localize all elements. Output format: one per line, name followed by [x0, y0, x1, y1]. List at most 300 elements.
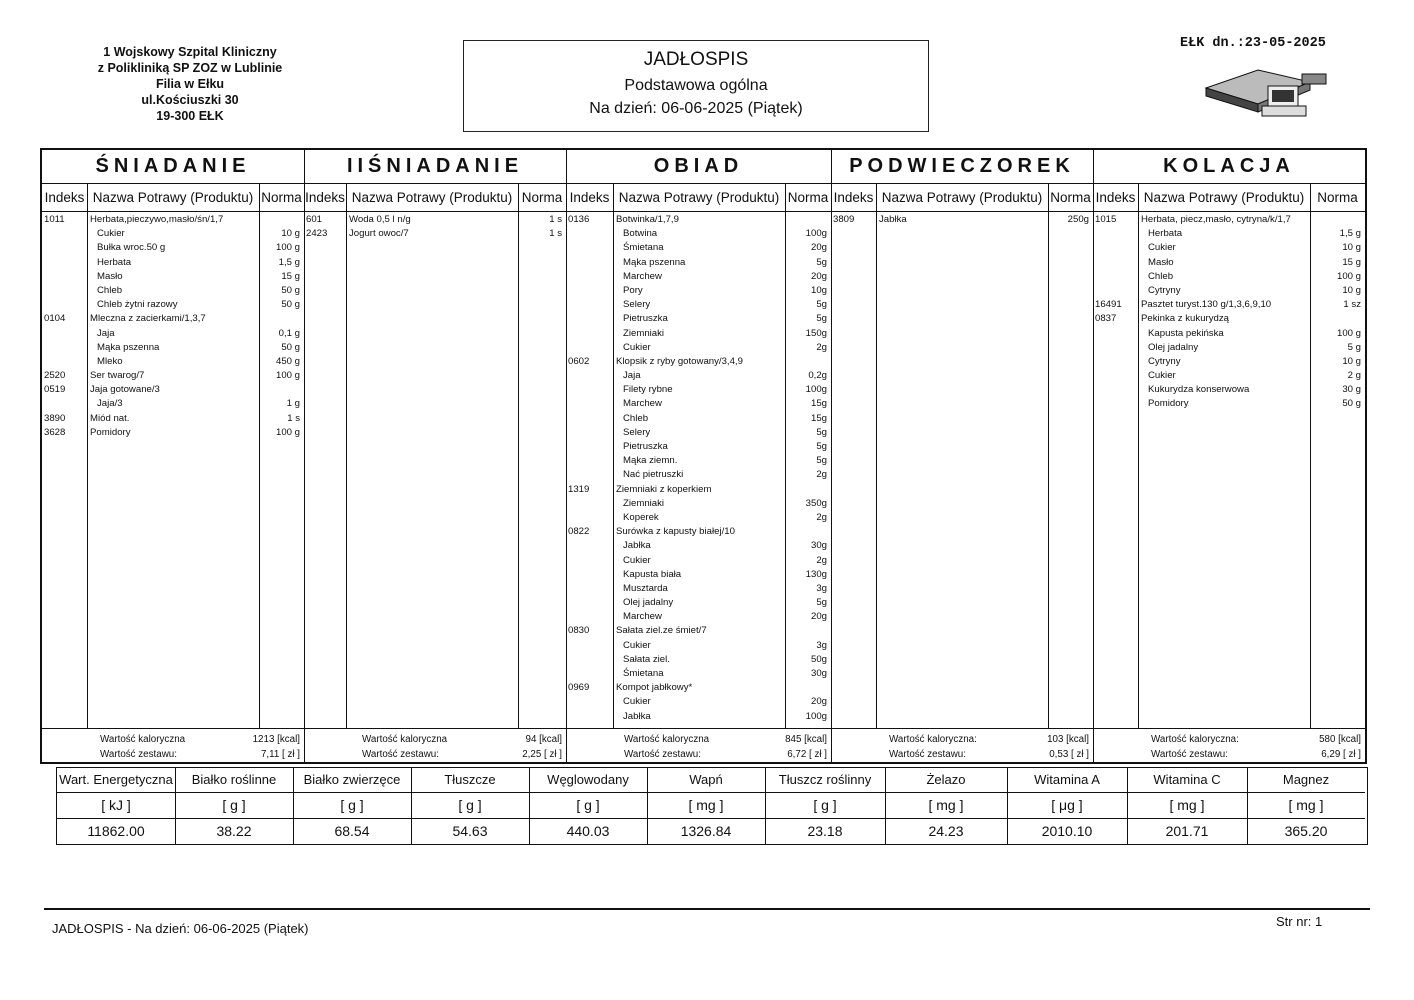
meal-section-ii-sniadanie: [304, 150, 567, 762]
dish-index: 3890: [44, 412, 66, 424]
ingredient-row: [42, 355, 304, 369]
meal-section-obiad: [566, 150, 832, 762]
nutrient-name: Wart. Energetyczna: [57, 768, 175, 793]
dish-index: 2520: [44, 370, 66, 382]
dish-name: Pekinka z kukurydzą: [1141, 313, 1229, 325]
ingredient-name: Botwina: [623, 228, 658, 240]
ingredient-row: [1093, 397, 1365, 411]
nutrient-value: 1326.84: [680, 823, 732, 839]
ingredient-name: Pomidory: [1148, 398, 1189, 410]
norm-quantity: 5 g: [1347, 341, 1361, 353]
nutrient-column: [175, 768, 294, 844]
page-number: Str nr: 1: [1276, 914, 1323, 929]
calorie-value: 580 [kcal]: [1319, 734, 1361, 745]
norm-quantity: 450 g: [275, 355, 300, 367]
ingredient-row: [42, 397, 304, 411]
ingredient-name: Kapusta pekińska: [1148, 327, 1224, 339]
title-box: [463, 40, 929, 132]
column-header-name: Nazwa Potrawy (Produktu): [346, 184, 519, 212]
meal-totals: [1093, 728, 1365, 763]
ingredient-row: [566, 695, 831, 709]
norm-quantity: 5g: [816, 299, 827, 311]
column-header-norm: Norma: [259, 184, 304, 212]
norm-quantity: 2g: [816, 554, 827, 566]
column-header-index: Indeks: [1093, 184, 1139, 212]
norm-quantity: 30 g: [1342, 384, 1361, 396]
dish-index: 0136: [568, 214, 590, 225]
dish-name: Ziemniaki z koperkiem: [616, 483, 712, 495]
column-header-name: Nazwa Potrawy (Produktu): [87, 184, 260, 212]
ingredient-row: [566, 440, 831, 454]
dish-row: [304, 213, 566, 227]
dish-name: Miód nat.: [90, 412, 130, 424]
dish-row: [42, 412, 304, 426]
dish-row: [304, 227, 566, 241]
ingredient-name: Śmietana: [623, 242, 664, 254]
meal-totals: [831, 728, 1093, 763]
norm-quantity: 100 g: [275, 370, 300, 382]
norm-quantity: 50 g: [1342, 398, 1361, 410]
norm-quantity: 50 g: [281, 341, 300, 353]
ingredient-row: [566, 582, 831, 596]
norm-quantity: 15g: [810, 412, 827, 424]
column-header-index: Indeks: [304, 184, 347, 212]
cost-value: 6,72 [ zł ]: [787, 749, 827, 760]
norm-quantity: 1,5 g: [278, 256, 300, 268]
ingredient-row: [566, 610, 831, 624]
ingredient-name: Masło: [97, 270, 123, 282]
nutrient-column: [411, 768, 530, 844]
dish-row: [831, 213, 1093, 227]
nutrient-value: 24.23: [928, 823, 964, 839]
dish-index: 2423: [306, 228, 328, 240]
dish-row: [42, 426, 304, 440]
column-header-name: Nazwa Potrawy (Produktu): [613, 184, 786, 212]
norm-quantity: 5g: [816, 313, 827, 325]
column-header-name: Nazwa Potrawy (Produktu): [1138, 184, 1311, 212]
nutrient-value: 68.54: [334, 823, 370, 839]
ingredient-row: [1093, 284, 1365, 298]
ingredient-name: Herbata: [97, 256, 132, 268]
ingredient-name: Chleb: [97, 284, 123, 296]
ingredient-name: Jaja: [97, 327, 115, 339]
ingredient-name: Mąka pszenna: [97, 341, 160, 353]
dish-name: Herbata,pieczywo,masło/śn/1,7: [90, 214, 224, 225]
nutrient-value: 365.20: [1284, 823, 1328, 839]
norm-quantity: 150g: [805, 327, 827, 339]
column-header-norm: Norma: [518, 184, 566, 212]
column-header-norm: Norma: [1048, 184, 1093, 212]
norm-quantity: 15g: [810, 398, 827, 410]
ingredient-row: [42, 227, 304, 241]
dish-name: Ser twarog/7: [90, 370, 145, 382]
ingredient-row: [566, 539, 831, 553]
dish-list: [42, 213, 304, 440]
meal-title: KOLACJA: [1093, 150, 1365, 184]
dish-name: Klopsik z ryby gotowany/3,4,9: [616, 355, 743, 367]
ingredient-name: Olej jadalny: [1148, 341, 1199, 353]
norm-quantity: 100 g: [1336, 327, 1361, 339]
ingredient-name: Marchew: [623, 611, 662, 623]
nutrient-unit: [ mg ]: [647, 793, 765, 819]
dish-index: 1011: [44, 214, 65, 225]
dish-index: 16491: [1095, 299, 1122, 311]
nutrient-column: [885, 768, 1008, 844]
dish-row: [566, 525, 831, 539]
nutrient-column: [1127, 768, 1248, 844]
dish-index: 601: [306, 214, 323, 225]
ingredient-row: [1093, 270, 1365, 284]
diet-name: Podstawowa ogólna: [624, 77, 768, 94]
ingredient-name: Musztarda: [623, 582, 668, 594]
ingredient-name: Cukier: [623, 554, 651, 566]
meal-totals: [566, 728, 831, 763]
computer-book-icon: [1198, 66, 1338, 131]
norm-quantity: 30g: [810, 540, 827, 552]
nutrient-value: 2010.10: [1041, 823, 1093, 839]
ingredient-name: Cytryny: [1148, 355, 1181, 367]
meal-section-kolacja: [1093, 150, 1365, 762]
norm-quantity: 5g: [816, 455, 827, 467]
column-divider: [1048, 211, 1049, 728]
nutrient-column: [1247, 768, 1365, 844]
norm-quantity: 1 s: [549, 214, 562, 225]
cost-value: 2,25 [ zł ]: [522, 749, 562, 760]
ingredient-name: Mąka ziemn.: [623, 455, 678, 467]
ingredient-row: [1093, 383, 1365, 397]
cost-label: Wartość zestawu:: [889, 749, 966, 760]
ingredient-row: [566, 284, 831, 298]
ingredient-name: Pietruszka: [623, 313, 668, 325]
nutrient-name: Tłuszcz roślinny: [765, 768, 885, 793]
ingredient-row: [566, 596, 831, 610]
norm-quantity: 100 g: [1336, 270, 1361, 282]
ingredient-row: [566, 327, 831, 341]
dish-list: [304, 213, 566, 241]
column-header-norm: Norma: [785, 184, 831, 212]
meal-totals: [42, 728, 304, 763]
ingredient-row: [1093, 227, 1365, 241]
ingredient-row: [566, 383, 831, 397]
ingredient-row: [566, 511, 831, 525]
ingredient-row: [42, 298, 304, 312]
dish-name: Sałata ziel.ze śmiet/7: [616, 625, 707, 637]
dish-index: 1015: [1095, 214, 1117, 225]
calorie-value: 845 [kcal]: [785, 734, 827, 745]
column-divider: [518, 211, 519, 728]
ingredient-row: [42, 241, 304, 255]
norm-quantity: 2 g: [1347, 370, 1361, 382]
ingredient-name: Chleb: [1148, 270, 1174, 282]
issue-date: EŁK dn.:23-05-2025: [1180, 36, 1326, 51]
dish-index: 0830: [568, 625, 590, 637]
norm-quantity: 50 g: [281, 284, 300, 296]
footer-title: JADŁOSPIS - Na dzień: 06-06-2025 (Piątek): [52, 921, 309, 936]
norm-quantity: 15 g: [281, 270, 300, 282]
ingredient-row: [1093, 369, 1365, 383]
calorie-label: Wartość kaloryczna: [100, 734, 186, 745]
norm-quantity: 130g: [805, 568, 827, 580]
norm-quantity: 350g: [805, 497, 827, 509]
ingredient-name: Jaja/3: [97, 398, 123, 410]
nutrient-column: [1007, 768, 1128, 844]
norm-quantity: 0,2g: [808, 370, 827, 382]
dish-name: Surówka z kapusty białej/10: [616, 526, 735, 538]
nutrient-unit: [ μg ]: [1007, 793, 1127, 819]
ingredient-row: [566, 256, 831, 270]
norm-quantity: 50g: [810, 653, 827, 665]
ingredient-name: Filety rybne: [623, 384, 673, 396]
norm-quantity: 20g: [810, 611, 827, 623]
ingredient-name: Nać pietruszki: [623, 469, 684, 481]
norm-quantity: 20g: [810, 242, 827, 254]
dish-row: [1093, 298, 1365, 312]
nutrient-value: 54.63: [452, 823, 488, 839]
calorie-label: Wartość kaloryczna: [624, 734, 710, 745]
norm-quantity: 50 g: [281, 299, 300, 311]
ingredient-name: Pory: [623, 284, 643, 296]
nutrient-name: Tłuszcze: [411, 768, 529, 793]
ingredient-row: [566, 667, 831, 681]
ingredient-name: Kapusta biała: [623, 568, 682, 580]
nutrient-unit: [ kJ ]: [57, 793, 175, 819]
column-header-index: Indeks: [42, 184, 88, 212]
norm-quantity: 100 g: [275, 242, 300, 254]
norm-quantity: 15 g: [1342, 256, 1361, 268]
dish-index: 3628: [44, 426, 66, 438]
dish-row: [566, 681, 831, 695]
dish-name: Jaja gotowane/3: [90, 384, 160, 396]
norm-quantity: 10 g: [1342, 242, 1361, 254]
dish-row: [566, 213, 831, 227]
cost-label: Wartość zestawu:: [1151, 749, 1228, 760]
ingredient-name: Cytryny: [1148, 284, 1181, 296]
hospital-postcode: 19-300 EŁK: [156, 109, 224, 123]
ingredient-row: [1093, 327, 1365, 341]
dish-index: 0822: [568, 526, 590, 538]
norm-quantity: 2g: [816, 341, 827, 353]
dish-row: [42, 383, 304, 397]
dish-row: [566, 483, 831, 497]
ingredient-row: [566, 426, 831, 440]
column-header-index: Indeks: [566, 184, 614, 212]
nutrient-unit: [ g ]: [175, 793, 293, 819]
nutrient-value: 201.71: [1165, 823, 1209, 839]
norm-quantity: 1 g: [286, 398, 300, 410]
ingredient-name: Bułka wroc.50 g: [97, 242, 166, 254]
ingredient-name: Olej jadalny: [623, 597, 674, 609]
ingredient-row: [566, 341, 831, 355]
nutrient-name: Wapń: [647, 768, 765, 793]
ingredient-row: [566, 369, 831, 383]
ingredient-name: Ziemniaki: [623, 497, 665, 509]
ingredient-name: Selery: [623, 299, 651, 311]
menu-table: [40, 148, 1367, 764]
norm-quantity: 1,5 g: [1339, 228, 1361, 240]
ingredient-name: Cukier: [97, 228, 125, 240]
norm-quantity: 20g: [810, 696, 827, 708]
dish-row: [42, 213, 304, 227]
ingredient-row: [566, 312, 831, 326]
calorie-value: 103 [kcal]: [1047, 734, 1089, 745]
dish-name: Kompot jabłkowy*: [616, 682, 693, 694]
ingredient-row: [42, 270, 304, 284]
calorie-label: Wartość kaloryczna:: [1151, 734, 1239, 745]
ingredient-name: Jabłka: [623, 540, 651, 552]
dish-name: Jabłka: [879, 214, 907, 225]
page-title: JADŁOSPIS: [643, 49, 749, 70]
dish-name: Mleczna z zacierkami/1,3,7: [90, 313, 206, 325]
ingredient-row: [42, 284, 304, 298]
ingredient-row: [566, 241, 831, 255]
norm-quantity: 30g: [810, 668, 827, 679]
column-divider: [876, 211, 877, 728]
dish-name: Herbata, piecz,masło, cytryna/k/1,7: [1141, 214, 1291, 225]
column-header-index: Indeks: [831, 184, 877, 212]
norm-quantity: 2g: [816, 469, 827, 481]
dish-name: Woda 0,5 l n/g: [349, 214, 411, 225]
nutrient-name: Magnez: [1247, 768, 1365, 793]
nutrition-table: [56, 767, 1368, 845]
ingredient-name: Śmietana: [623, 668, 664, 679]
dish-index: 0104: [44, 313, 66, 325]
ingredient-name: Cukier: [623, 341, 651, 353]
calorie-value: 1213 [kcal]: [252, 734, 300, 745]
nutrient-value: 38.22: [216, 823, 252, 839]
ingredient-name: Mleko: [97, 355, 123, 367]
dish-index: 0837: [1095, 313, 1117, 325]
norm-quantity: 2g: [816, 511, 827, 523]
nutrient-column: [765, 768, 886, 844]
ingredient-name: Koperek: [623, 511, 659, 523]
ingredient-row: [566, 497, 831, 511]
dish-index: 0969: [568, 682, 590, 694]
norm-quantity: 1 s: [549, 228, 562, 240]
nutrient-value: 23.18: [807, 823, 843, 839]
norm-quantity: 10g: [810, 284, 827, 296]
cost-label: Wartość zestawu:: [100, 749, 177, 760]
dish-name: Pasztet turyst.130 g/1,3,6,9,10: [1141, 299, 1272, 311]
norm-quantity: 5g: [816, 441, 827, 452]
ingredient-row: [42, 327, 304, 341]
meal-title: OBIAD: [566, 150, 831, 184]
nutrient-unit: [ g ]: [529, 793, 647, 819]
norm-quantity: 1 s: [287, 412, 300, 424]
norm-quantity: 20g: [810, 270, 827, 282]
ingredient-name: Kukurydza konserwowa: [1148, 384, 1250, 396]
dish-row: [566, 355, 831, 369]
nutrient-name: Węglowodany: [529, 768, 647, 793]
cost-value: 6,29 [ zł ]: [1321, 749, 1361, 760]
dish-name: Botwinka/1,7,9: [616, 214, 679, 225]
norm-quantity: 250g: [1067, 214, 1089, 225]
ingredient-name: Selery: [623, 426, 651, 438]
hospital-affiliation: z Polikliniką SP ZOZ w Lublinie: [97, 61, 283, 75]
dish-list: [1093, 213, 1365, 412]
ingredient-name: Pietruszka: [623, 441, 668, 452]
dish-row: [1093, 213, 1365, 227]
ingredient-row: [566, 568, 831, 582]
nutrient-unit: [ mg ]: [885, 793, 1007, 819]
nutrient-unit: [ mg ]: [1247, 793, 1365, 819]
ingredient-row: [566, 639, 831, 653]
norm-quantity: 100g: [805, 228, 827, 240]
dish-index: 0602: [568, 355, 590, 367]
menu-date: Na dzień: 06-06-2025 (Piątek): [589, 100, 803, 117]
nutrient-name: Żelazo: [885, 768, 1007, 793]
hospital-street: ul.Kościuszki 30: [141, 93, 239, 107]
hospital-name: 1 Wojskowy Szpital Kliniczny: [103, 45, 277, 59]
dish-index: 0519: [44, 384, 66, 396]
nutrient-column: [293, 768, 412, 844]
dish-index: 3809: [833, 214, 855, 225]
norm-quantity: 5g: [816, 256, 827, 268]
norm-quantity: 3g: [816, 582, 827, 594]
norm-quantity: 5g: [816, 597, 827, 609]
ingredient-name: Cukier: [623, 639, 651, 651]
nutrient-value: 440.03: [566, 823, 610, 839]
ingredient-name: Masło: [1148, 256, 1174, 268]
ingredient-name: Mąka pszenna: [623, 256, 686, 268]
ingredient-row: [566, 554, 831, 568]
nutrient-column: [647, 768, 766, 844]
ingredient-name: Ziemniaki: [623, 327, 665, 339]
ingredient-row: [566, 468, 831, 482]
cost-label: Wartość zestawu:: [362, 749, 439, 760]
ingredient-row: [566, 454, 831, 468]
nutrient-unit: [ g ]: [411, 793, 529, 819]
ingredient-row: [566, 298, 831, 312]
ingredient-row: [1093, 241, 1365, 255]
meal-totals: [304, 728, 566, 763]
norm-quantity: 10 g: [1342, 355, 1361, 367]
ingredient-name: Herbata: [1148, 228, 1183, 240]
meal-title: IIŚNIADANIE: [304, 150, 566, 184]
ingredient-name: Jaja: [623, 370, 641, 382]
calorie-label: Wartość kaloryczna:: [889, 734, 977, 745]
ingredient-name: Sałata ziel.: [623, 653, 670, 665]
calorie-value: 94 [kcal]: [525, 734, 562, 745]
nutrient-unit: [ mg ]: [1127, 793, 1247, 819]
dish-name: Jogurt owoc/7: [349, 228, 409, 240]
hospital-branch: Filia w Ełku: [155, 77, 225, 91]
norm-quantity: 100g: [805, 384, 827, 396]
cost-value: 0,53 [ zł ]: [1049, 749, 1089, 760]
ingredient-row: [566, 653, 831, 667]
ingredient-row: [1093, 341, 1365, 355]
calorie-label: Wartość kaloryczna: [362, 734, 448, 745]
meal-section-sniadanie: [42, 150, 305, 762]
norm-quantity: 0,1 g: [278, 327, 300, 339]
nutrient-unit: [ g ]: [293, 793, 411, 819]
ingredient-row: [566, 397, 831, 411]
nutrient-value: 11862.00: [87, 823, 145, 839]
dish-name: Pomidory: [90, 426, 131, 438]
ingredient-name: Marchew: [623, 398, 662, 410]
footer-divider: [44, 908, 1370, 910]
meal-title: ŚNIADANIE: [42, 150, 304, 184]
nutrient-unit: [ g ]: [765, 793, 885, 819]
meal-section-podwieczorek: [831, 150, 1094, 762]
dish-row: [42, 312, 304, 326]
ingredient-name: Chleb: [623, 412, 649, 424]
ingredient-row: [566, 270, 831, 284]
ingredient-row: [566, 227, 831, 241]
cost-value: 7,11 [ zł ]: [260, 749, 300, 760]
dish-index: 1319: [568, 483, 590, 495]
nutrient-name: Białko roślinne: [175, 768, 293, 793]
norm-quantity: 1 sz: [1343, 299, 1361, 311]
